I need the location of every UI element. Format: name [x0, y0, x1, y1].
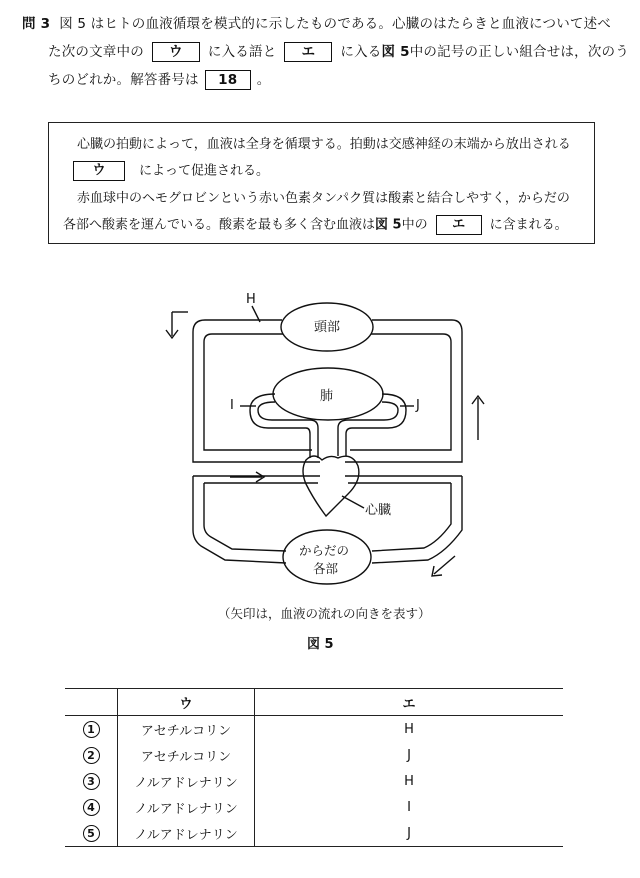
question-text-2d: 中の記号の正しい組合せは，次のう — [409, 44, 629, 60]
option-e: J — [255, 820, 564, 847]
option-e: H — [404, 773, 414, 789]
passage-text-2: によって促進される。 — [139, 163, 270, 179]
option-u: アセチルコリン — [118, 742, 255, 768]
body-label-2: 各部 — [313, 561, 339, 576]
option-number: 2 — [83, 747, 100, 764]
blank-u-box: ウ — [152, 42, 200, 62]
vessel-head-right-outer — [345, 320, 462, 462]
option-number: 1 — [83, 721, 100, 738]
figure-title: 図 5 — [307, 637, 334, 652]
option-u: ノルアドレナリン — [118, 768, 255, 794]
question-text-2b: に入る語と — [207, 44, 277, 60]
leader-heart — [342, 496, 364, 508]
vessel-pulmonary-right-2 — [346, 394, 406, 456]
vessel-pulmonary-left-2 — [250, 394, 310, 458]
answer-number-box: 18 — [205, 70, 251, 90]
vessel-body-left-inner — [204, 483, 286, 551]
header-e: エ — [255, 689, 564, 716]
figure-ref: 図 5 — [381, 44, 410, 60]
label-J: J — [416, 398, 420, 413]
vessel-head-left-inner — [204, 334, 312, 450]
passage-text-4a: 各部へ酸素を運んでいる。酸素を最も多く含む血液は — [63, 217, 376, 233]
option-number: 3 — [83, 773, 100, 790]
table-row — [65, 742, 563, 768]
passage-line-3: 赤血球中のヘモグロビンという赤い色素タンパク質は酸素と結合しやすく，からだの — [77, 191, 570, 206]
option-number: 5 — [83, 825, 100, 842]
option-number: 4 — [83, 799, 100, 816]
table-row — [65, 820, 563, 847]
table-row — [65, 768, 563, 794]
question-text-1: 図 5 はヒトの血液循環を模式的に示したものである。心臓のはたらきと血液について述べ — [59, 16, 611, 32]
label-I: I — [230, 398, 234, 413]
header-u: ウ — [118, 689, 255, 716]
arrow-bottom-shaft — [434, 556, 455, 574]
option-e: J — [407, 747, 411, 763]
vessel-head-right-inner — [350, 334, 451, 450]
heart-label: 心臓 — [365, 503, 392, 518]
passage-line-1: 心臓の拍動によって，血液は全身を循環する。拍動は交感神経の末端から放出される — [77, 137, 571, 152]
passage-text-4c: に含まれる。 — [489, 217, 568, 233]
passage-blank-u: ウ — [73, 161, 125, 181]
question-text-2c: に入る — [340, 44, 382, 60]
passage-blank-e: エ — [436, 215, 482, 235]
passage-text-4b: 中の — [401, 217, 428, 233]
question-text-3b: 。 — [256, 72, 271, 88]
label-H: H — [246, 292, 256, 307]
table-row — [65, 794, 563, 820]
option-u: ノルアドレナリン — [118, 820, 255, 847]
option-u: アセチルコリン — [118, 716, 255, 743]
question-text-2a: た次の文章中の — [48, 44, 144, 60]
option-e: H — [404, 721, 414, 737]
lung-label: 肺 — [320, 389, 334, 404]
body-label-1: からだの — [299, 543, 350, 558]
header-number — [65, 689, 118, 716]
question-number: 問 3 — [22, 16, 51, 32]
question-text-3a: ちのどれか。解答番号は — [48, 72, 199, 88]
option-u: ノルアドレナリン — [118, 794, 255, 820]
figure-caption: （矢印は，血液の流れの向きを表す） — [218, 606, 431, 621]
head-label: 頭部 — [314, 320, 341, 335]
table-header-row — [65, 689, 563, 716]
blank-e-box: エ — [284, 42, 332, 62]
answer-table — [65, 688, 563, 847]
vessel-aorta — [345, 476, 462, 483]
passage-figure-ref: 図 5 — [375, 217, 402, 233]
vessel-head-left-outer — [193, 320, 320, 462]
option-e: I — [407, 799, 411, 815]
table-row — [65, 716, 563, 743]
heart-shape — [303, 456, 359, 516]
